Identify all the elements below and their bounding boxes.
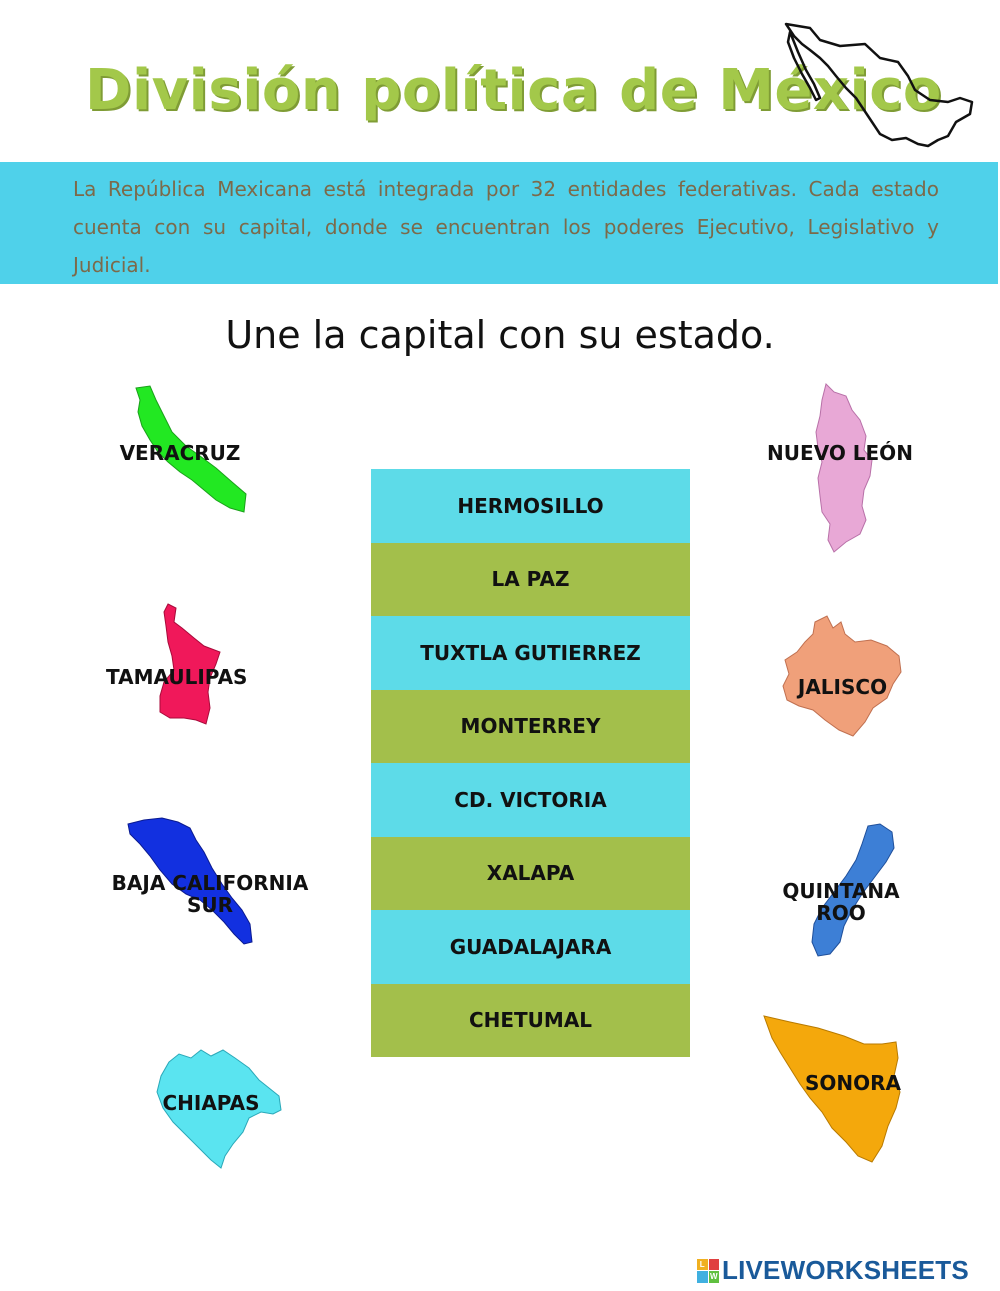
nuevo-leon-map-icon bbox=[760, 380, 920, 560]
state-chiapas[interactable] bbox=[145, 1040, 285, 1170]
mexico-map-icon bbox=[780, 18, 980, 153]
state-label-baja-california-sur: BAJA CALIFORNIA SUR bbox=[111, 871, 309, 917]
state-nuevo-leon[interactable] bbox=[760, 380, 920, 560]
intro-text: La República Mexicana está integrada por 32 entidades federativas. Cada estado cuenta con su capital, donde se encuentran los poderes Ejecutivo, Legislativo y Judicial. bbox=[73, 177, 939, 277]
capital-item[interactable]: CD. VICTORIA bbox=[371, 763, 690, 837]
capital-item[interactable]: GUADALAJARA bbox=[371, 910, 690, 984]
capital-item[interactable]: MONTERREY bbox=[371, 690, 690, 764]
state-label-chiapas: CHIAPAS bbox=[162, 1091, 260, 1115]
state-sonora[interactable] bbox=[760, 1010, 910, 1170]
state-jalisco[interactable] bbox=[775, 612, 910, 742]
state-baja-california-sur[interactable] bbox=[100, 814, 320, 954]
instruction-heading: Une la capital con su estado. bbox=[225, 313, 775, 357]
state-quintana-roo[interactable] bbox=[770, 820, 920, 960]
state-label-sonora: SONORA bbox=[804, 1071, 902, 1095]
state-label-veracruz: VERACRUZ bbox=[119, 441, 241, 465]
state-label-quintana-roo: QUINTANA ROO bbox=[782, 879, 900, 925]
liveworksheets-logo[interactable] bbox=[697, 1255, 969, 1286]
capital-item[interactable]: HERMOSILLO bbox=[371, 469, 690, 543]
liveworksheets-logo-mark: L W bbox=[697, 1259, 719, 1283]
state-label-jalisco: JALISCO bbox=[797, 675, 888, 699]
state-label-nuevo-leon: NUEVO LEÓN bbox=[767, 441, 913, 465]
state-label-tamaulipas: TAMAULIPAS bbox=[106, 665, 248, 689]
capital-item[interactable]: TUXTLA GUTIERREZ bbox=[371, 616, 690, 690]
liveworksheets-logo-text: LIVEWORKSHEETS bbox=[722, 1255, 969, 1285]
state-tamaulipas[interactable] bbox=[106, 600, 248, 730]
page-title: División política de México bbox=[85, 58, 942, 123]
capital-item[interactable]: CHETUMAL bbox=[371, 984, 690, 1058]
state-veracruz[interactable] bbox=[100, 382, 260, 522]
capital-item[interactable]: XALAPA bbox=[371, 837, 690, 911]
capital-item[interactable]: LA PAZ bbox=[371, 543, 690, 617]
capitals-list bbox=[371, 469, 690, 1057]
